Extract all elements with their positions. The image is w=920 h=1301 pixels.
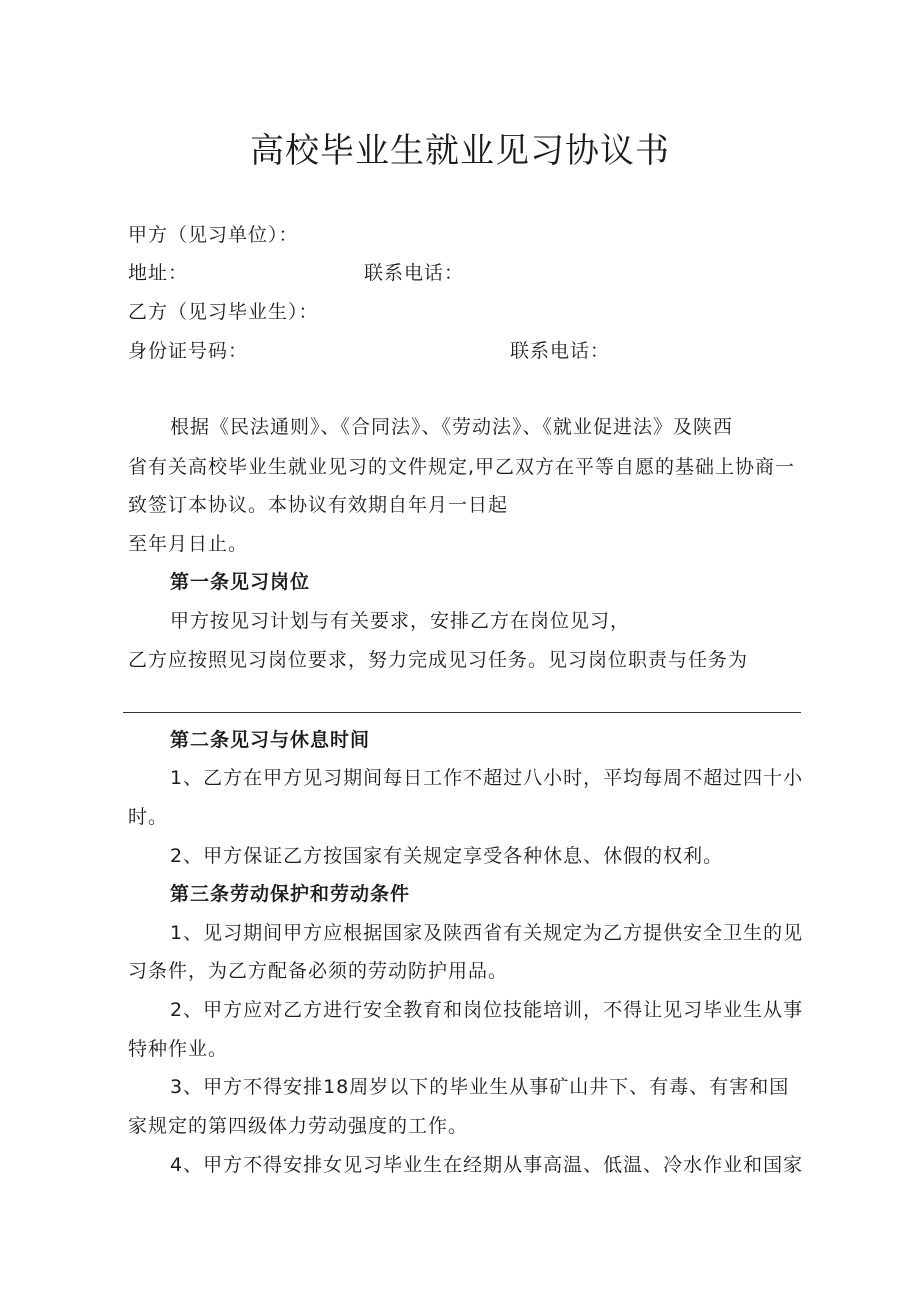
article-3-line: 2、甲方应对乙方进行安全教育和岗位技能培训，不得让见习毕业生从事: [170, 999, 804, 1021]
blank-fill-line: [123, 712, 801, 713]
party-b-phone-label: 联系电话：: [510, 340, 611, 362]
intro-line: 根据《民法通则》、《合同法》、《劳动法》、《就业促进法》及陕西: [170, 416, 734, 438]
article-2-line: 时。: [128, 806, 169, 828]
id-number-label: 身份证号码：: [128, 340, 249, 362]
article-2-heading: 第二条见习与休息时间: [170, 729, 371, 751]
article-3-line: 家规定的第四级体力劳动强度的工作。: [128, 1115, 469, 1137]
article-2-line: 2、甲方保证乙方按国家有关规定享受各种休息、休假的权利。: [170, 845, 724, 867]
article-1-line: 乙方应按照见习岗位要求，努力完成见习任务。见习岗位职责与任务为: [128, 649, 749, 671]
document-title: 高校毕业生就业见习协议书: [250, 131, 670, 171]
intro-line: 至年月日止。: [128, 533, 249, 555]
article-1-heading: 第一条见习岗位: [170, 571, 311, 593]
intro-line: 省有关高校毕业生就业见习的文件规定,甲乙双方在平等自愿的基础上协商一: [128, 456, 796, 478]
party-b-label: 乙方（见习毕业生）：: [128, 301, 319, 323]
article-3-heading: 第三条劳动保护和劳动条件: [170, 883, 411, 905]
article-3-line: 1、见习期间甲方应根据国家及陕西省有关规定为乙方提供安全卫生的见: [170, 922, 804, 944]
article-2-line: 1、乙方在甲方见习期间每日工作不超过八小时，平均每周不超过四十小: [170, 767, 804, 789]
intro-line: 致签订本协议。本协议有效期自年月一日起: [128, 494, 509, 516]
article-1-line: 甲方按见习计划与有关要求，安排乙方在岗位见习，: [170, 610, 631, 632]
article-3-line: 4、甲方不得安排女见习毕业生在经期从事高温、低温、冷水作业和国家: [170, 1154, 804, 1176]
address-label: 地址：: [128, 262, 189, 284]
party-a-phone-label: 联系电话：: [364, 262, 465, 284]
article-3-line: 3、甲方不得安排18周岁以下的毕业生从事矿山井下、有毒、有害和国: [170, 1076, 790, 1098]
article-3-line: 特种作业。: [128, 1038, 229, 1060]
article-3-line: 习条件，为乙方配备必须的劳动防护用品。: [128, 960, 509, 982]
party-a-label: 甲方（见习单位）：: [128, 224, 299, 246]
